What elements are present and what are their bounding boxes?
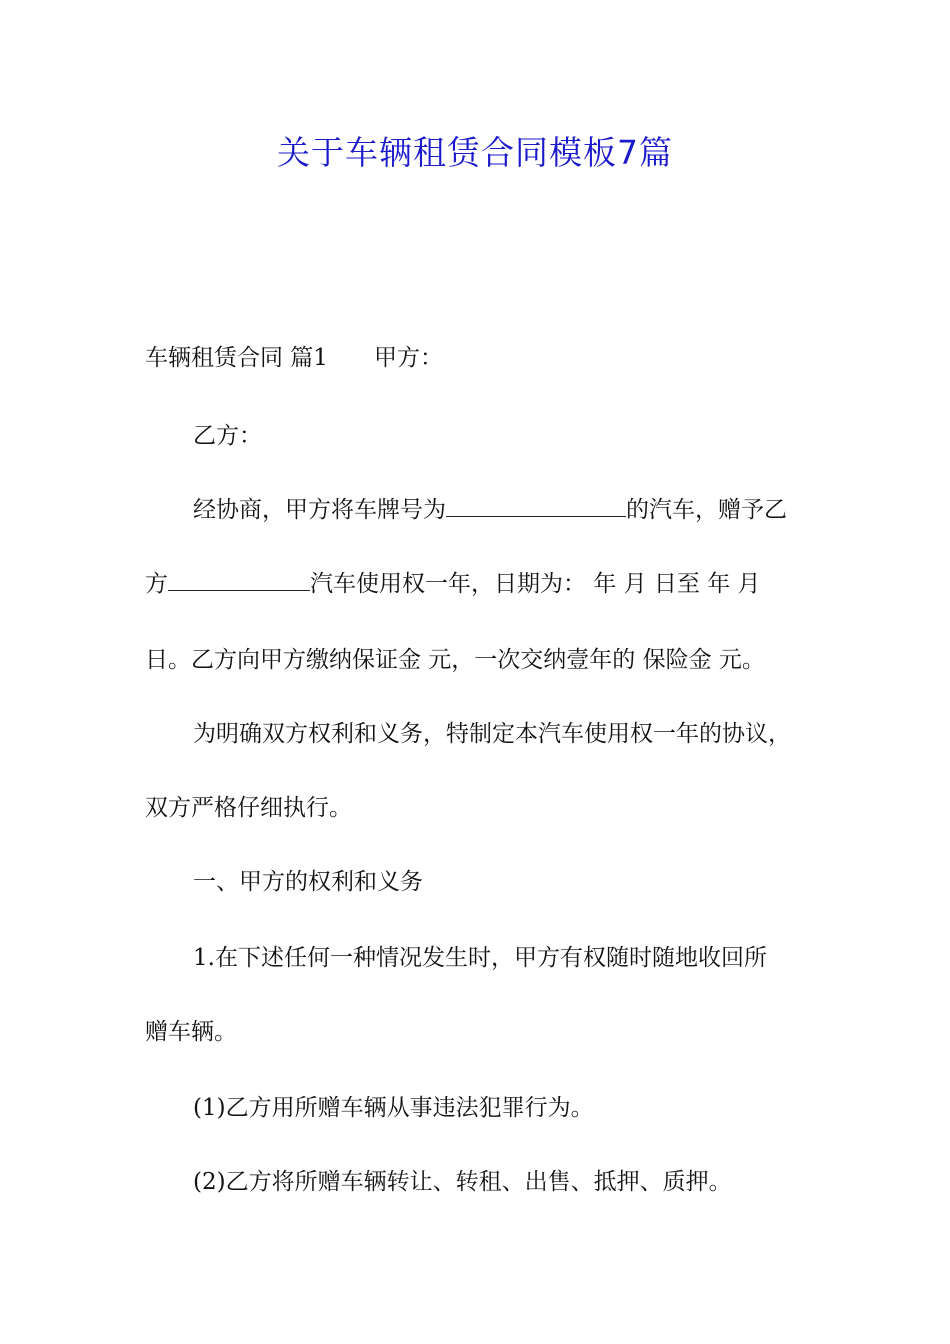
recipient-blank (168, 570, 310, 591)
list-item: (2)乙方将所赠车辆转让、转租、出售、抵押、质押。 (193, 1169, 732, 1195)
section-heading: 一、甲方的权利和义务 (193, 869, 423, 895)
paragraph-line: 为明确双方权利和义务，特制定本汽车使用权一年的协议， (193, 721, 791, 747)
paragraph-line: 1.在下述任何一种情况发生时，甲方有权随时随地收回所 (193, 945, 767, 971)
text-run: 方 (145, 571, 168, 597)
paragraph-line (193, 492, 873, 528)
document-title: 关于车辆租赁合同模板7篇 (277, 133, 673, 172)
party-b-label: 乙方： (193, 423, 262, 449)
text-run: 经协商，甲方将车牌号为 (193, 497, 446, 523)
paragraph-line: 双方严格仔细执行。 (145, 795, 352, 821)
party-a-label: 甲方： (373, 345, 443, 371)
paragraph-heading-line (145, 340, 825, 376)
paragraph-line: 赠车辆。 (145, 1019, 237, 1045)
text-run: 汽车使用权一年，日期为： 年 月 日至 年 月 (310, 571, 761, 597)
plate-number-blank (446, 496, 626, 517)
paragraph-line (145, 566, 825, 602)
text-run: 的汽车，赠予乙 (626, 497, 787, 523)
list-item: (1)乙方用所赠车辆从事违法犯罪行为。 (193, 1095, 594, 1121)
paragraph-line: 日。乙方向甲方缴纳保证金 元，一次交纳壹年的 保险金 元。 (145, 647, 765, 673)
contract-heading: 车辆租赁合同 篇1 (145, 345, 328, 371)
